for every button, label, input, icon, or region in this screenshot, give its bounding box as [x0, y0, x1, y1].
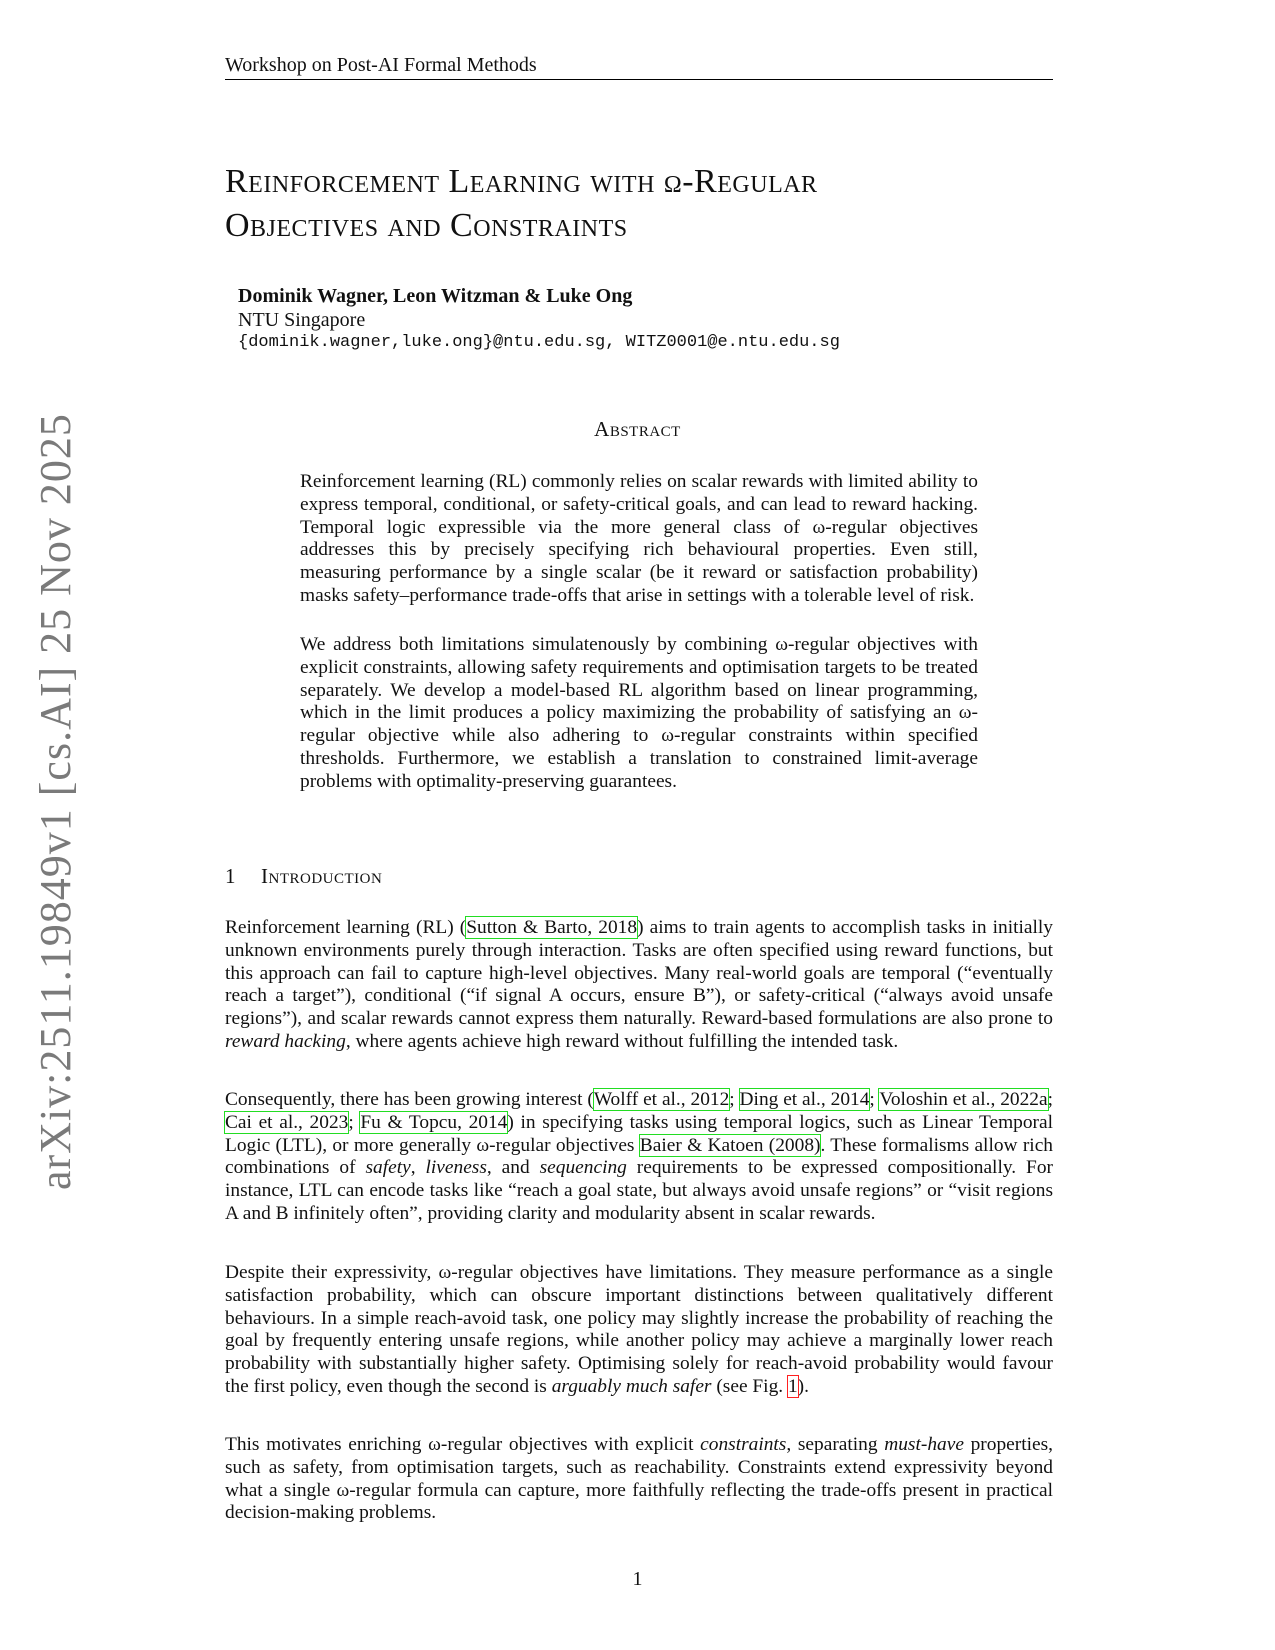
- citation-link[interactable]: Ding et al., 2014: [739, 1089, 870, 1110]
- text-run: ;: [729, 1089, 740, 1110]
- abstract-heading: Abstract: [594, 417, 681, 441]
- citation-link[interactable]: Fu & Topcu, 2014: [360, 1111, 508, 1133]
- emphasis-text: must-have: [884, 1434, 964, 1455]
- abstract-paragraph-2: We address both limitations simulatenously by combining ω-regular objectives with explicit constraints, allowing safety requirements and optimisation targets to be treated separately. We develop a model-based RL algorithm based on linear programming, which in the limit produces a policy maximizing the probability of satisfying an ω-regular objective while also adhering to ω-regular constraints within specified thresholds. Furthermore, we establish a translation to constrained limit-average problems with optimality-preserving guarantees.: [300, 634, 978, 792]
- paper-title-line1: Reinforcement Learning with ω-Regular: [225, 163, 818, 200]
- paper-title-line2: Objectives and Constraints: [225, 207, 628, 244]
- text-run: requirements to be expressed compositionally. For instance, LTL can encode tasks like “reach a goal state, but always avoid unsafe regions” or “visit regions A and B infinitely often”, providing clarity and modularity absent in scalar rewards.: [225, 1157, 1053, 1224]
- abstract-paragraph-1: Reinforcement learning (RL) commonly relies on scalar rewards with limited ability to express temporal, conditional, or safety-critical goals, and can lead to reward hacking. Temporal logic expressible via the more general class of ω-regular objectives addresses this by precisely specifying rich behavioural properties. Even still, measuring performance by a single scalar (be it reward or satisfaction probability) masks safety–performance trade-offs that arise in settings with a tolerable level of risk.: [300, 471, 978, 606]
- text-run: Despite their expressivity, ω-regular objectives have limitations. They measure performance as a single satisfaction probability, which can obscure important distinctions between qualitatively different behaviours. In a simple reach-avoid task, one policy may slightly increase the probability of reaching the goal by frequently entering unsafe regions, while another policy may achieve a marginally lower reach probability with substantially higher safety. Optimising solely for reach-avoid probability would favour the first policy, even though the second is: [225, 1262, 1053, 1397]
- citation-link[interactable]: Wolff et al., 2012: [593, 1089, 730, 1110]
- author-affiliation: NTU Singapore: [238, 309, 366, 331]
- citation-link[interactable]: Voloshin et al., 2022a: [879, 1089, 1048, 1110]
- section-heading: [225, 864, 382, 889]
- section-number: 1: [225, 864, 236, 888]
- text-run: This motivates enriching ω-regular objectives with explicit: [225, 1434, 701, 1455]
- citation-link[interactable]: Cai et al., 2023: [225, 1111, 349, 1133]
- text-run: ).: [797, 1375, 809, 1397]
- paper-title: [225, 160, 1125, 248]
- emphasis-text: liveness: [425, 1157, 487, 1179]
- text-run: ) in specifying tasks using temporal logics, such as Linear Temporal Logic (LTL), or more generally ω-regular objectives: [225, 1111, 1053, 1156]
- intro-paragraph-2: [225, 1089, 1053, 1226]
- author-names: Dominik Wagner, Leon Witzman & Luke Ong: [238, 285, 633, 307]
- text-run: , and: [486, 1157, 540, 1179]
- figure-reference-link[interactable]: 1: [787, 1375, 798, 1397]
- emphasis-text: safety: [365, 1157, 411, 1179]
- arxiv-identifier-stamp: arXiv:2511.19849v1 [cs.AI] 25 Nov 2025: [31, 413, 80, 1190]
- page-number: 1: [632, 1568, 643, 1590]
- emphasis-text: constraints: [700, 1434, 787, 1455]
- emphasis-text: arguably much safer: [551, 1375, 712, 1397]
- text-run: ;: [1047, 1089, 1053, 1110]
- text-run: , where agents achieve high reward without fulfilling the intended task.: [345, 1030, 899, 1052]
- text-run: Reinforcement learning (RL) (: [225, 917, 467, 938]
- author-emails: {dominik.wagner,luke.ong}@ntu.edu.sg, WITZ0001@e.ntu.edu.sg: [238, 333, 840, 352]
- running-header-text: Workshop on Post-AI Formal Methods: [225, 54, 537, 76]
- text-run: , separating: [786, 1434, 885, 1455]
- text-run: Consequently, there has been growing interest (: [225, 1089, 594, 1110]
- text-run: ;: [348, 1111, 361, 1133]
- running-header: [225, 52, 1053, 80]
- section-title: Introduction: [261, 864, 383, 888]
- text-run: ;: [869, 1089, 880, 1110]
- text-run: properties, such as safety, from optimisation targets, such as reachability. Constraints extend expressivity beyond what a single ω-regular formula can capture, more faithfully reflecting the trade-offs present in practical decision-making problems.: [225, 1434, 1053, 1524]
- intro-paragraph-4: [225, 1434, 1053, 1525]
- emphasis-text: sequencing: [539, 1157, 627, 1179]
- citation-link[interactable]: Sutton & Barto, 2018: [466, 917, 638, 938]
- text-run: (see Fig.: [711, 1375, 788, 1397]
- emphasis-text: reward hacking: [225, 1030, 346, 1052]
- intro-paragraph-3: [225, 1262, 1053, 1399]
- text-run: . These formalisms allow rich combinations of: [225, 1134, 1053, 1179]
- text-run: ) aims to train agents to accomplish tasks in initially unknown environments purely through interaction. Tasks are often specified using reward functions, but this approach can fail to capture high-level objectives. Many real-world goals are temporal (“eventually reach a target”), conditional (“if signal A occurs, ensure B”), or safety-critical (“always avoid unsafe regions”), and scalar rewards cannot express them naturally. Reward-based formulations are also prone to: [225, 917, 1053, 1030]
- text-run: ,: [410, 1157, 426, 1179]
- citation-link[interactable]: Baier & Katoen (2008): [639, 1134, 821, 1156]
- intro-paragraph-1: [225, 917, 1053, 1054]
